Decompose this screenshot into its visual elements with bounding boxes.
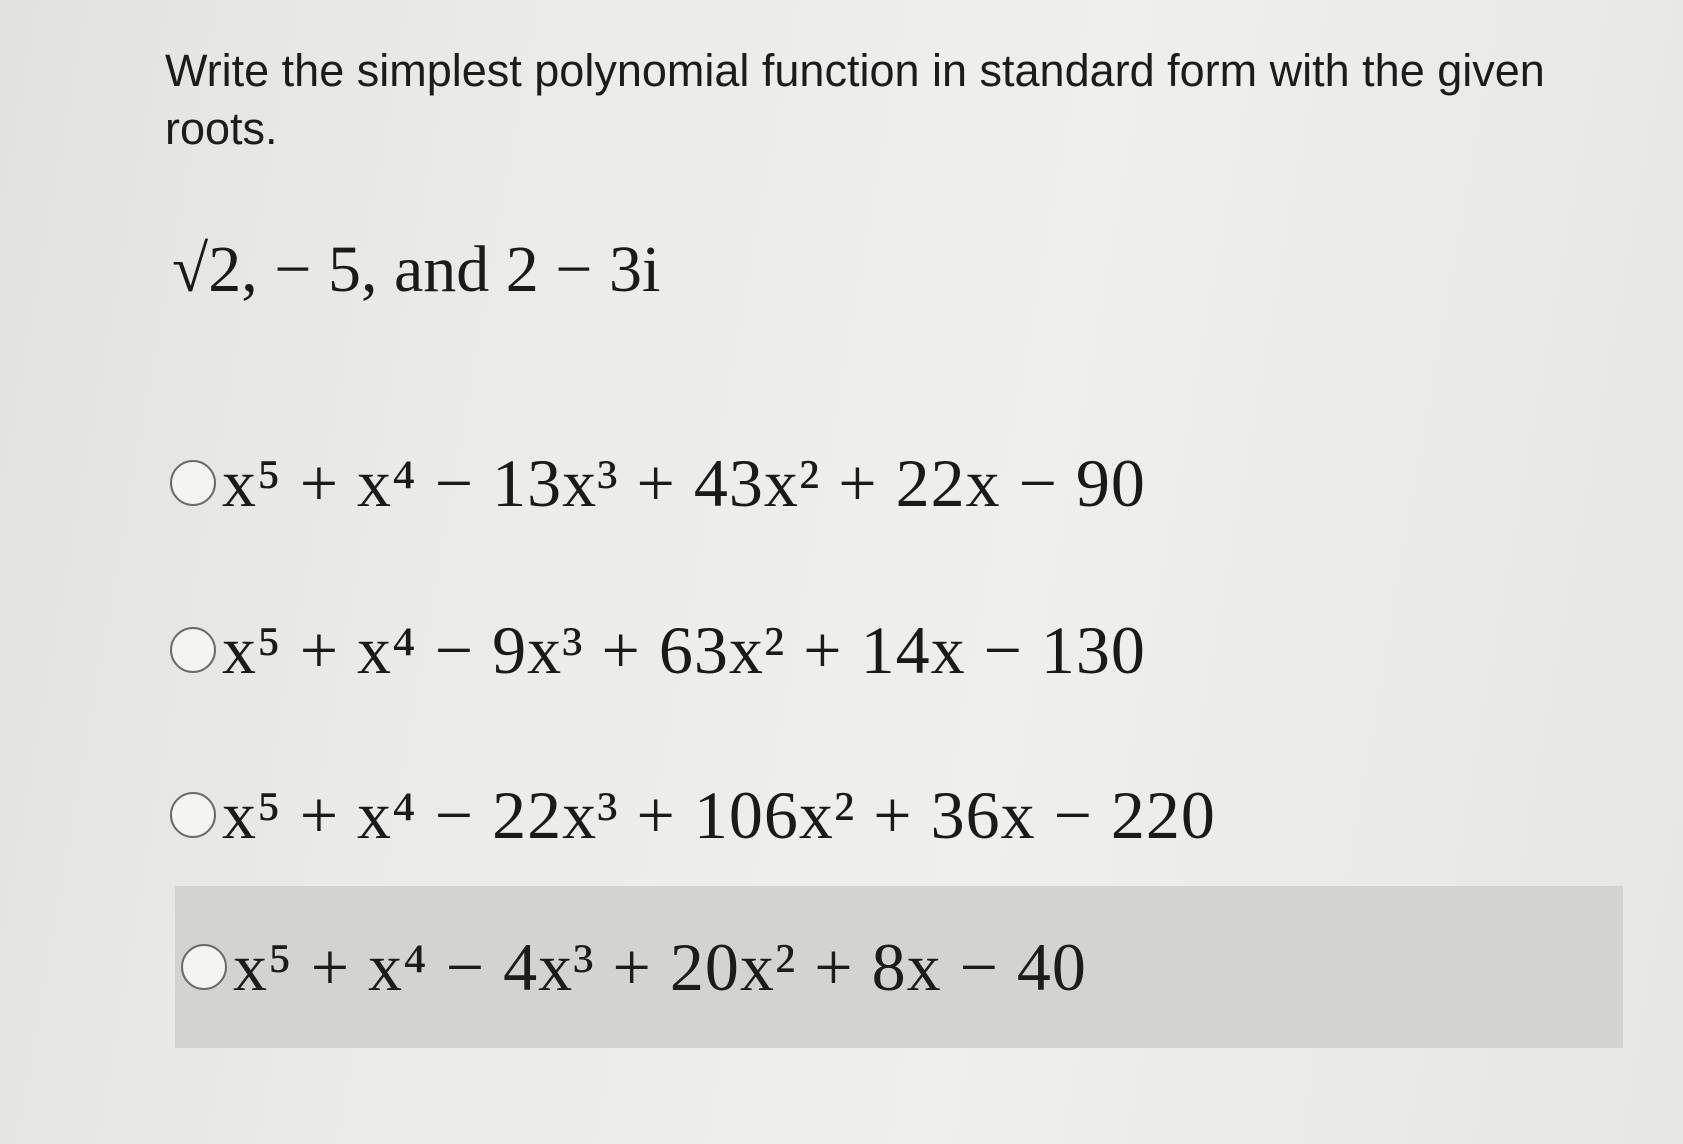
answer-option-4[interactable]	[175, 886, 1623, 1048]
option-2-expression: x⁵ + x⁴ − 9x³ + 63x² + 14x − 130	[222, 611, 1146, 688]
answer-option-2[interactable]	[170, 575, 1146, 725]
option-3-expression: x⁵ + x⁴ − 22x³ + 106x² + 36x − 220	[222, 776, 1216, 853]
radio-button-option-3[interactable]	[170, 792, 216, 838]
radio-button-option-1[interactable]	[170, 460, 216, 506]
option-1-expression: x⁵ + x⁴ − 13x³ + 43x² + 22x − 90	[222, 444, 1146, 521]
option-4-expression: x⁵ + x⁴ − 4x³ + 20x² + 8x − 40	[233, 928, 1087, 1005]
question-prompt: Write the simplest polynomial function in standard form with the given roots.	[165, 45, 1545, 154]
radio-button-option-4[interactable]	[181, 944, 227, 990]
answer-option-3[interactable]	[170, 740, 1216, 890]
question-roots: √2, − 5, and 2 − 3i	[172, 233, 661, 306]
radio-button-option-2[interactable]	[170, 627, 216, 673]
answer-option-1[interactable]	[170, 408, 1146, 558]
